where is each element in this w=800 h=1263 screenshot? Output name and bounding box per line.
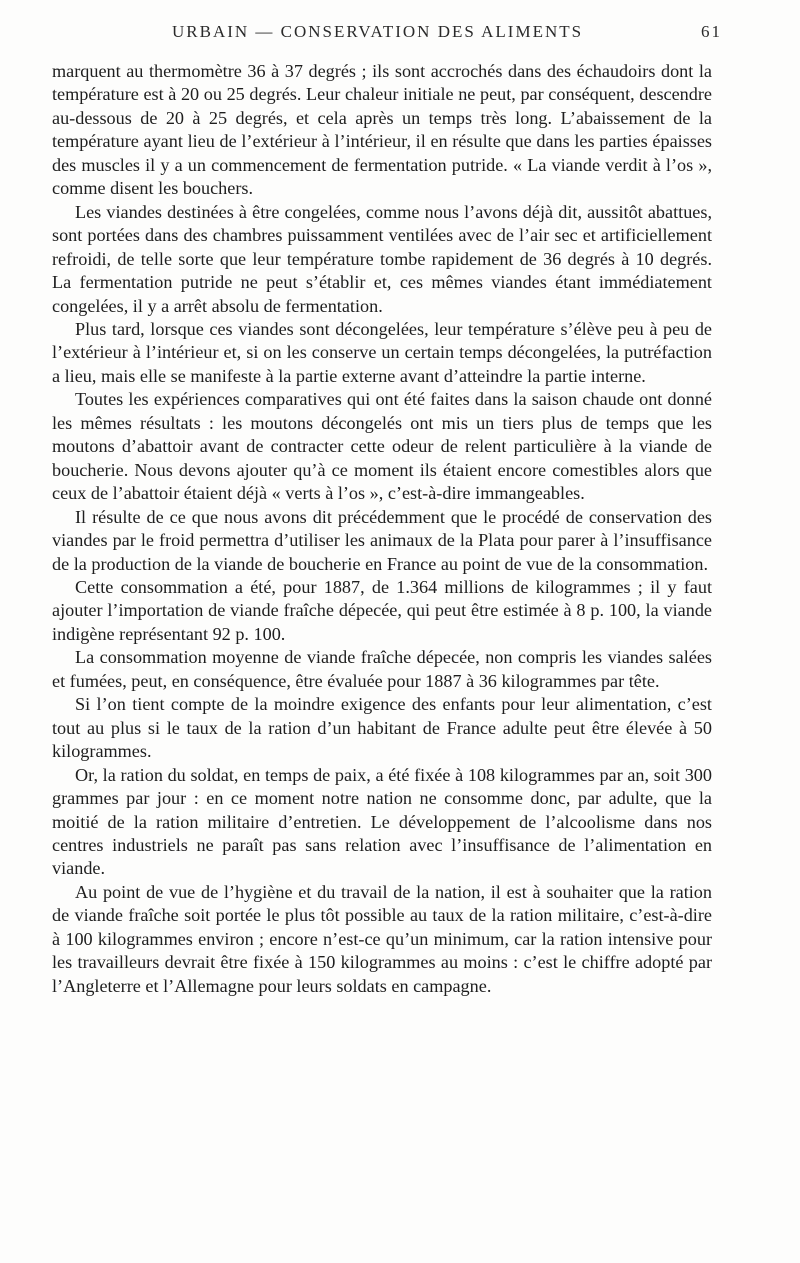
paragraph: Si l’on tient compte de la moindre exigence des enfants pour leur alimentation, c’est tout au plus si le taux de la ration d’un habitant de France adulte peut être élevée à 50 kilogrammes. <box>52 694 712 762</box>
paragraph: Au point de vue de l’hygiène et du travail de la nation, il est à souhaiter que la ration de viande fraîche soit portée le plus tôt possible au taux de la ration militaire, c’est-à-dire à 100 kilogrammes environ ; encore n’est-ce qu’un minimum, car la ration intensive pour les travailleurs devrait être fixée à 150 kilogrammes au moins : c’est le chiffre adopté par l’Angleterre et l’Allemagne pour leurs soldats en campagne. <box>52 881 712 996</box>
paragraph: Les viandes destinées à être congelées, comme nous l’avons déjà dit, aussitôt abattues, sont portées dans des chambres puissamment ventilées avec de l’air sec et artificiellement refroidi, de telle sorte que leur température tombe rapidement de 36 degrés à 10 degrés. La fermentation putride ne peut s’établir et, ces mêmes viandes étant immédiatement congelées, il y a arrêt absolu de fermentation. <box>52 201 712 316</box>
paragraph: Or, la ration du soldat, en temps de paix, a été fixée à 108 kilogrammes par an, soit 300 grammes par jour : en ce moment notre nation ne consomme donc, par adulte, que la moitié de la ration militaire d’entretien. Le développement de l’alcoolisme dans nos centres industriels ne paraît pas sans relation avec l’insuffisance de l’alimentation en viande. <box>52 764 712 879</box>
paragraph: Plus tard, lorsque ces viandes sont décongelées, leur température s’élève peu à peu de l’extérieur à l’intérieur et, si on les conserve un certain temps décongelées, la putréfaction a lieu, mais elle se manifeste à la partie externe avant d’atteindre la partie interne. <box>52 318 712 386</box>
paragraph: Cette consommation a été, pour 1887, de 1.364 millions de kilogrammes ; il y faut ajouter l’importation de viande fraîche dépecée, qui peut être estimée à 8 p. 100, la viande indigène représentant 92 p. 100. <box>52 576 712 644</box>
paragraph: Il résulte de ce que nous avons dit précédemment que le procédé de conservation des viandes par le froid permettra d’utiliser les animaux de la Plata pour parer à l’insuffisance de la production de la viande de boucherie en France au point de vue de la consommation. <box>52 506 712 574</box>
paragraph: La consommation moyenne de viande fraîche dépecée, non compris les viandes salées et fumées, peut, en conséquence, être évaluée pour 1887 à 36 kilogrammes par tête. <box>52 647 712 691</box>
body-text <box>52 60 712 998</box>
running-title: URBAIN — CONSERVATION DES ALIMENTS <box>172 22 584 41</box>
running-header <box>52 22 722 48</box>
paragraph: marquent au thermomètre 36 à 37 degrés ; ils sont accrochés dans des échaudoirs dont la température est à 20 ou 25 degrés. Leur chaleur initiale ne peut, par conséquent, descendre au-dessous de 20 à 25 degrés, et cela après un temps très long. L’abaissement de la température ayant lieu de l’extérieur à l’intérieur, il en résulte que dans les parties épaisses des muscles il y a un commencement de fermentation putride. « La viande verdit à l’os », comme disent les bouchers. <box>52 61 712 199</box>
paragraph: Toutes les expériences comparatives qui ont été faites dans la saison chaude ont donné les mêmes résultats : les moutons décongelés ont mis un tiers plus de temps que les moutons d’abattoir avant de contracter cette odeur de relent particulière à la viande de boucherie. Nous devons ajouter qu’à ce moment ils étaient encore comestibles alors que ceux de l’abattoir étaient déjà « verts à l’os », c’est-à-dire immangeables. <box>52 389 712 504</box>
page-number: 61 <box>701 22 722 41</box>
